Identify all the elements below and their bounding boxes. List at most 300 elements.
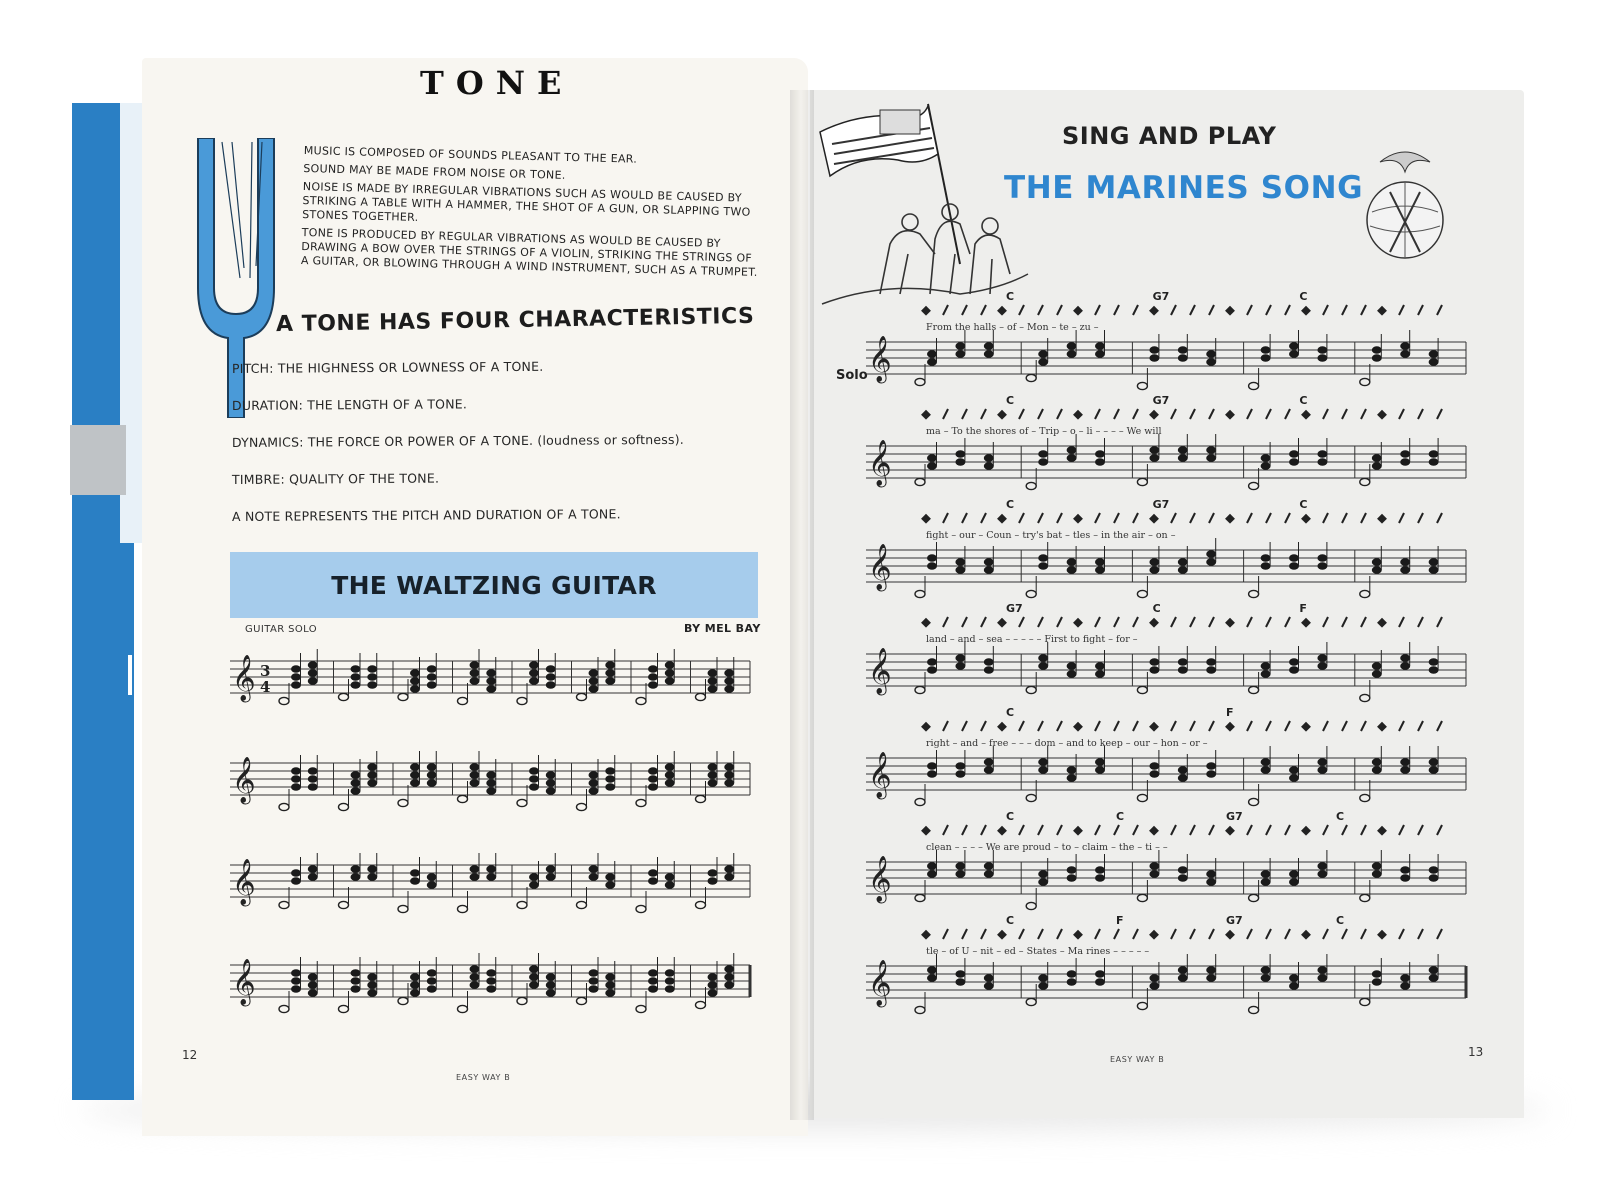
bass-note xyxy=(577,901,587,908)
chord-note xyxy=(1149,982,1159,990)
chord-note xyxy=(1372,354,1382,362)
chord-note xyxy=(1317,450,1327,458)
chord-note xyxy=(665,661,675,669)
strum-marks xyxy=(921,409,1442,420)
waltz-sheet-music xyxy=(230,643,770,1063)
bass-note xyxy=(1026,482,1036,489)
treble-clef-icon: 𝄞 xyxy=(868,336,892,382)
chord-note xyxy=(470,661,480,669)
chord-note xyxy=(589,677,599,685)
chord-note xyxy=(605,783,615,791)
chord-note xyxy=(1372,862,1382,870)
chord-symbol: G7 xyxy=(1006,602,1023,615)
chord-note xyxy=(1149,446,1159,454)
chord-note xyxy=(308,783,318,791)
chord-note xyxy=(927,966,937,974)
chord-note xyxy=(648,869,658,877)
chord-note xyxy=(367,673,377,681)
chord-note xyxy=(308,677,318,685)
music-staff xyxy=(866,330,1466,390)
chord-note xyxy=(291,977,301,985)
chord-note xyxy=(724,873,734,881)
chord-note xyxy=(1289,350,1299,358)
lyric-line: ma – To the shores of – Trip – o – li – – – – We will xyxy=(926,426,1162,437)
chord-note xyxy=(367,779,377,787)
treble-clef-icon: 𝄞 xyxy=(232,655,256,701)
chord-note xyxy=(410,989,420,997)
chord-note xyxy=(708,989,718,997)
chord-note xyxy=(1178,774,1188,782)
bass-note xyxy=(339,901,349,908)
definition-timbre: TIMBRE: QUALITY OF THE TONE. xyxy=(231,470,440,487)
chord-note xyxy=(1206,878,1216,886)
song-title-band xyxy=(230,552,758,618)
kicker: SING AND PLAY xyxy=(1062,122,1277,150)
page-footer: EASY WAY B xyxy=(1110,1055,1165,1064)
chord-note xyxy=(1372,970,1382,978)
lyric-line: land – and – sea – – – – – First to fight – for – xyxy=(926,634,1138,645)
treble-clef-icon: 𝄞 xyxy=(868,544,892,590)
chord-note xyxy=(665,763,675,771)
chord-note xyxy=(529,783,539,791)
page-title: TONE xyxy=(420,64,574,102)
chord-note xyxy=(1067,446,1077,454)
chord-note xyxy=(605,767,615,775)
chord-note xyxy=(665,669,675,677)
chord-note xyxy=(605,989,615,997)
bass-note xyxy=(636,905,646,912)
chord-note xyxy=(546,989,556,997)
chord-note xyxy=(486,685,496,693)
chord-note xyxy=(1429,658,1439,666)
lyric-line: right – and – free – – – dom – and to keep – our – hon – or – xyxy=(926,738,1208,749)
chord-note xyxy=(665,977,675,985)
chord-note xyxy=(1429,558,1439,566)
definition-duration: DURATION: THE LENGTH OF A TONE. xyxy=(231,396,468,413)
chord-note xyxy=(1372,454,1382,462)
chord-note xyxy=(724,771,734,779)
bass-note xyxy=(577,997,587,1004)
chord-note xyxy=(1289,554,1299,562)
chord-note xyxy=(984,982,994,990)
bass-note xyxy=(458,795,468,802)
chord-note xyxy=(665,881,675,889)
chord-note xyxy=(546,865,556,873)
chord-note xyxy=(486,985,496,993)
chord-note xyxy=(984,454,994,462)
chord-note xyxy=(529,965,539,973)
chord-note xyxy=(470,873,480,881)
chord-note xyxy=(955,350,965,358)
chord-note xyxy=(1067,970,1077,978)
bass-note xyxy=(1249,590,1259,597)
bass-note xyxy=(279,1005,289,1012)
chord-note xyxy=(927,358,937,366)
chord-note xyxy=(1289,870,1299,878)
chord-note xyxy=(367,665,377,673)
chord-note xyxy=(927,862,937,870)
music-staff xyxy=(866,538,1466,598)
chord-note xyxy=(410,685,420,693)
chord-note xyxy=(605,873,615,881)
song-title: THE MARINES SONG xyxy=(1004,170,1364,206)
page-footer: EASY WAY B xyxy=(456,1073,511,1082)
chord-note xyxy=(605,981,615,989)
chord-note xyxy=(1067,342,1077,350)
chord-note xyxy=(308,865,318,873)
definition-note: A NOTE REPRESENTS THE PITCH AND DURATION OF A TONE. xyxy=(231,506,621,524)
marines-sheet-music xyxy=(866,290,1506,1030)
chord-note xyxy=(1038,974,1048,982)
chord-note xyxy=(1095,458,1105,466)
chord-note xyxy=(1206,966,1216,974)
bass-note xyxy=(915,1006,925,1013)
intro-line: TONE IS PRODUCED BY REGULAR VIBRATIONS AS WOULD BE CAUSED BY DRAWING A BOW OVER THE STRINGS OF A VIOLIN, STRIKING THE STRINGS OF A GUITAR, OR BLOWING THROUGH A WIND INSTRUMENT, SUCH AS A TRUMPET. xyxy=(300,225,758,279)
chord-note xyxy=(1400,766,1410,774)
chord-note xyxy=(1400,458,1410,466)
bass-note xyxy=(1137,478,1147,485)
chord-note xyxy=(1289,458,1299,466)
left-page xyxy=(142,58,808,1136)
chord-note xyxy=(427,881,437,889)
chord-note xyxy=(546,981,556,989)
chord-note xyxy=(529,775,539,783)
strum-marks xyxy=(921,305,1442,316)
chord-note xyxy=(410,669,420,677)
chord-note xyxy=(955,654,965,662)
page-number: 13 xyxy=(1468,1045,1484,1059)
bass-note xyxy=(696,693,706,700)
chord-note xyxy=(1429,458,1439,466)
chord-note xyxy=(486,677,496,685)
chord-note xyxy=(1206,350,1216,358)
chord-note xyxy=(1038,878,1048,886)
chord-note xyxy=(308,873,318,881)
chord-note xyxy=(351,977,361,985)
chord-note xyxy=(724,865,734,873)
chord-note xyxy=(486,865,496,873)
chord-note xyxy=(1178,354,1188,362)
bass-note xyxy=(517,799,527,806)
chord-note xyxy=(486,969,496,977)
chord-note xyxy=(1067,874,1077,882)
bass-note xyxy=(915,798,925,805)
chord-note xyxy=(470,981,480,989)
solo-label: Solo xyxy=(836,368,868,383)
chord-note xyxy=(665,779,675,787)
bass-note xyxy=(339,693,349,700)
music-staff xyxy=(866,746,1466,806)
chord-note xyxy=(1289,974,1299,982)
chord-note xyxy=(955,978,965,986)
chord-note xyxy=(1261,346,1271,354)
chord-note xyxy=(1400,566,1410,574)
chord-note xyxy=(470,965,480,973)
chord-note xyxy=(984,558,994,566)
chord-note xyxy=(1317,354,1327,362)
bass-note xyxy=(1249,1006,1259,1013)
chord-note xyxy=(724,763,734,771)
chord-symbol: C xyxy=(1299,498,1308,511)
chord-note xyxy=(1317,554,1327,562)
chord-note xyxy=(1178,766,1188,774)
treble-clef-icon: 𝄞 xyxy=(868,856,892,902)
chord-note xyxy=(605,881,615,889)
chord-note xyxy=(1095,450,1105,458)
strum-marks xyxy=(921,617,1442,628)
cover-mark xyxy=(128,655,132,695)
chord-note xyxy=(1372,662,1382,670)
chord-note xyxy=(955,566,965,574)
chord-note xyxy=(1400,982,1410,990)
chord-note xyxy=(1178,966,1188,974)
chord-note xyxy=(351,969,361,977)
chord-note xyxy=(1400,874,1410,882)
chord-note xyxy=(955,342,965,350)
chord-note xyxy=(708,779,718,787)
chord-note xyxy=(486,977,496,985)
chord-note xyxy=(984,758,994,766)
treble-clef-icon: 𝄞 xyxy=(868,752,892,798)
chord-note xyxy=(291,783,301,791)
chord-note xyxy=(1038,662,1048,670)
bass-note xyxy=(398,905,408,912)
chord-note xyxy=(605,669,615,677)
bass-note xyxy=(398,693,408,700)
chord-note xyxy=(351,673,361,681)
characteristics-heading: A TONE HAS FOUR CHARACTERISTICS xyxy=(275,303,755,338)
chord-note xyxy=(955,762,965,770)
bass-note xyxy=(1360,590,1370,597)
chord-note xyxy=(955,458,965,466)
chord-note xyxy=(1289,666,1299,674)
chord-note xyxy=(1317,758,1327,766)
song-title: THE WALTZING GUITAR xyxy=(331,570,657,600)
chord-note xyxy=(367,981,377,989)
chord-note xyxy=(927,454,937,462)
chord-symbols xyxy=(1006,394,1307,407)
chord-note xyxy=(1067,454,1077,462)
chord-symbol: C xyxy=(1006,706,1015,719)
strum-marks xyxy=(921,513,1442,524)
strum-marks xyxy=(921,721,1442,732)
chord-note xyxy=(1317,654,1327,662)
chord-note xyxy=(984,766,994,774)
chord-note xyxy=(1095,970,1105,978)
chord-note xyxy=(724,685,734,693)
chord-note xyxy=(1317,862,1327,870)
chord-note xyxy=(1178,558,1188,566)
chord-note xyxy=(1067,774,1077,782)
chord-note xyxy=(1429,666,1439,674)
bass-note xyxy=(577,803,587,810)
chord-note xyxy=(1317,346,1327,354)
bass-note xyxy=(1360,998,1370,1005)
chord-note xyxy=(427,771,437,779)
chord-note xyxy=(1429,358,1439,366)
chord-symbol: C xyxy=(1299,290,1308,303)
intro-text xyxy=(301,144,764,284)
chord-note xyxy=(351,787,361,795)
chord-note xyxy=(955,558,965,566)
chord-note xyxy=(470,763,480,771)
bass-note xyxy=(696,1001,706,1008)
chord-note xyxy=(1261,554,1271,562)
chord-note xyxy=(529,661,539,669)
chord-note xyxy=(648,673,658,681)
chord-note xyxy=(1067,558,1077,566)
chord-note xyxy=(308,661,318,669)
treble-clef-icon: 𝄞 xyxy=(868,440,892,486)
chord-note xyxy=(589,779,599,787)
chord-note xyxy=(1206,870,1216,878)
chord-note xyxy=(648,985,658,993)
chord-note xyxy=(1038,350,1048,358)
chord-note xyxy=(708,763,718,771)
chord-note xyxy=(1038,870,1048,878)
chord-note xyxy=(1429,966,1439,974)
chord-note xyxy=(1206,558,1216,566)
bass-note xyxy=(1360,894,1370,901)
chord-note xyxy=(308,767,318,775)
chord-symbol: F xyxy=(1226,706,1234,719)
chord-note xyxy=(708,669,718,677)
lyric-line: clean – – – – We are proud – to – claim – the – ti – – xyxy=(926,842,1168,853)
chord-note xyxy=(589,787,599,795)
chord-note xyxy=(427,763,437,771)
chord-symbol: G7 xyxy=(1152,498,1170,511)
chord-note xyxy=(1261,662,1271,670)
bass-note xyxy=(1137,590,1147,597)
song-author: BY MEL BAY xyxy=(684,622,761,635)
chord-note xyxy=(1317,974,1327,982)
chord-note xyxy=(529,677,539,685)
chord-symbol: C xyxy=(1336,914,1345,927)
bass-note xyxy=(279,803,289,810)
chord-note xyxy=(427,673,437,681)
chord-note xyxy=(367,973,377,981)
chord-note xyxy=(351,771,361,779)
bass-note xyxy=(398,997,408,1004)
chord-note xyxy=(1149,558,1159,566)
bass-note xyxy=(458,697,468,704)
chord-note xyxy=(308,775,318,783)
bass-note xyxy=(1249,798,1259,805)
book-spine xyxy=(790,90,814,1120)
chord-note xyxy=(1038,458,1048,466)
chord-note xyxy=(1261,766,1271,774)
chord-note xyxy=(410,677,420,685)
chord-note xyxy=(1372,978,1382,986)
chord-note xyxy=(665,771,675,779)
chord-note xyxy=(1261,974,1271,982)
chord-note xyxy=(724,669,734,677)
chord-note xyxy=(1095,758,1105,766)
bass-note xyxy=(1137,794,1147,801)
chord-note xyxy=(1372,670,1382,678)
chord-note xyxy=(708,677,718,685)
chord-note xyxy=(927,562,937,570)
chord-note xyxy=(351,681,361,689)
chord-note xyxy=(367,771,377,779)
definition-dynamics: DYNAMICS: THE FORCE OR POWER OF A TONE. (loudness or softness). xyxy=(231,431,684,450)
chord-note xyxy=(291,681,301,689)
chord-note xyxy=(1261,870,1271,878)
chord-note xyxy=(1289,774,1299,782)
chord-symbol: F xyxy=(1299,602,1307,615)
chord-note xyxy=(1067,978,1077,986)
chord-note xyxy=(351,865,361,873)
chord-note xyxy=(1372,558,1382,566)
chord-note xyxy=(1289,562,1299,570)
chord-note xyxy=(648,877,658,885)
chord-note xyxy=(427,665,437,673)
chord-note xyxy=(1178,666,1188,674)
chord-note xyxy=(1372,566,1382,574)
chord-symbol: C xyxy=(1006,498,1015,511)
chord-note xyxy=(665,873,675,881)
chord-note xyxy=(1067,766,1077,774)
bass-note xyxy=(1249,382,1259,389)
chord-note xyxy=(1206,454,1216,462)
chord-note xyxy=(1317,458,1327,466)
chord-note xyxy=(546,873,556,881)
chord-note xyxy=(1400,342,1410,350)
chord-note xyxy=(1178,874,1188,882)
music-staff xyxy=(230,649,750,705)
chord-symbols xyxy=(1006,810,1344,823)
chord-note xyxy=(486,787,496,795)
chord-note xyxy=(470,771,480,779)
chord-note xyxy=(1149,870,1159,878)
bass-note xyxy=(915,590,925,597)
chord-note xyxy=(1178,566,1188,574)
bass-note xyxy=(1360,478,1370,485)
music-staff xyxy=(866,642,1466,702)
chord-note xyxy=(529,881,539,889)
chord-note xyxy=(1289,450,1299,458)
bass-note xyxy=(517,697,527,704)
chord-note xyxy=(291,877,301,885)
bass-note xyxy=(398,799,408,806)
chord-symbol: C xyxy=(1006,914,1015,927)
chord-note xyxy=(1429,874,1439,882)
chord-note xyxy=(1206,762,1216,770)
chord-note xyxy=(486,669,496,677)
bass-note xyxy=(339,803,349,810)
chord-note xyxy=(1067,670,1077,678)
lyric-line: tle – of U – nit – ed – States – Ma rines – – – – – xyxy=(926,946,1150,957)
bass-note xyxy=(915,378,925,385)
chord-note xyxy=(648,783,658,791)
chord-note xyxy=(1400,662,1410,670)
chord-symbol: G7 xyxy=(1226,810,1243,823)
chord-note xyxy=(1149,762,1159,770)
chord-note xyxy=(648,969,658,977)
chord-symbol: C xyxy=(1336,810,1345,823)
bass-note xyxy=(577,693,587,700)
chord-note xyxy=(927,974,937,982)
bass-note xyxy=(517,901,527,908)
chord-note xyxy=(410,869,420,877)
chord-note xyxy=(308,973,318,981)
chord-note xyxy=(529,767,539,775)
chord-note xyxy=(1317,966,1327,974)
chord-note xyxy=(470,669,480,677)
chord-note xyxy=(1206,666,1216,674)
chord-note xyxy=(708,869,718,877)
chord-note xyxy=(1206,446,1216,454)
